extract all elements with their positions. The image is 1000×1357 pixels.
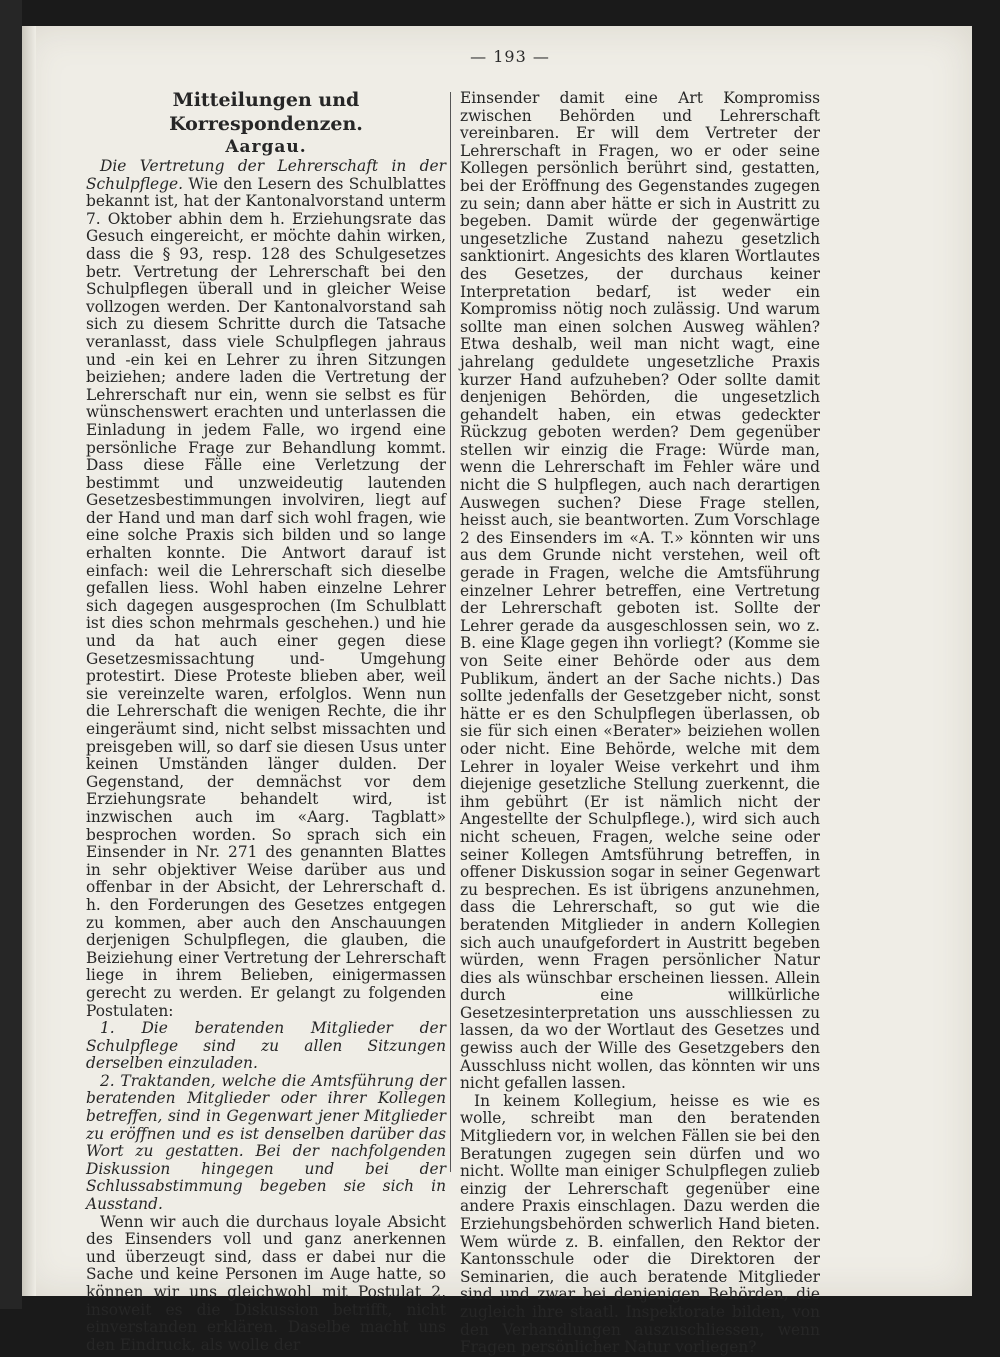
article-title-italic: Die Vertretung der Lehrerschaft in der Schulpflege. [86, 157, 446, 193]
article-paragraph-3: Einsender damit eine Art Kompromiss zwischen Behörden und Lehrerschaft vereinbaren. Er will dem Vertreter der Lehrerschaft in Fragen, wo er oder seine Kollegen persönlich berührt sind, gestatten, bei der Eröffnung des Gegenstandes zugegen zu sein; dann aber hätte er sich in Austritt zu begeben. Damit würde der gegenwärtige ungesetzliche Zustand nahezu gesetzlich sanktionirt. Angesichts des klaren Wortlautes des Gesetzes, der durchaus keiner Interpretation bedarf, ist weder ein Kompromiss nötig noch zulässig. Und warum sollte man einen solchen Ausweg wählen? Etwa deshalb, weil man nicht wagt, eine jahrelang geduldete ungesetzliche Praxis kurzer Hand aufzuheben? Oder sollte damit denjenigen Behörden, die ungesetzlich gehandelt haben, ein etwas gedeckter Rückzug geboten werden? Dem gegenüber stellen wir einzig die Frage: Würde man, wenn die Lehrerschaft im Fehler wäre und nicht die S hulpflegen, auch nach derartigen Auswegen suchen? Diese Frage stellen, heisst auch, sie beantworten. Zum Vorschlage 2 des Einsenders im «A. T.» könnten wir uns aus dem Grunde nicht verstehen, weil oft gerade in Fragen, welche die Amtsführung einzelner Lehrer betreffen, eine Vertretung der Lehrerschaft geboten ist. Sollte der Lehrer gerade da ausgeschlossen sein, wo z. B. eine Klage gegen ihn vorliegt? (Komme sie von Seite einer Behörde oder aus dem Publikum, ändert an der Sache nichts.) Das sollte jedenfalls der Gesetzgeber nicht, sonst hätte er es den Schulpflegen überlassen, ob sie für sich einen «Berater» beiziehen wollen oder nicht. Eine Behörde, welche mit dem Lehrer in loyaler Weise verkehrt und ihm diejenige gesetzliche Stellung zuerkennt, die ihm gebührt (Er ist nämlich nicht der Angestellte der Schulpflege.), wird sich auch nicht scheuen, Fragen, welche seine oder seiner Kollegen Amtsführung betreffen, in offener Diskussion sogar in seiner Gegenwart zu besprechen. Es ist übrigens anzunehmen, dass die Lehrerschaft, so gut wie die beratenden Mitglieder in andern Kollegien sich auch unaufgefordert in Austritt begeben würden, wenn Fragen persönlicher Natur dies als wünschbar erscheinen liessen. Allein durch eine willkürliche Gesetzesinterpretation uns ausschliessen zu lassen, da wo der Wortlaut des Gesetzes und gewiss auch der Wille des Gesetzgebers den Ausschluss nicht wollen, das könnten wir uns nicht gefallen lassen. [460, 89, 820, 1093]
right-column [460, 90, 820, 1357]
article-paragraph-4: In keinem Kollegium, heisse es wie es wolle, schreibt man den beratenden Mitgliedern vor, in welchen Fällen sie bei den Beratungen zugegen sein dürfen und wo nicht. Wollte man einiger Schulpflegen zulieb einzig der Lehrerschaft gegenüber eine andere Praxis einschlagen. Dazu werden die Erziehungsbehörden schwerlich Hand bieten. Wem würde z. B. einfallen, den Rektor der Kantonsschule oder die Direktoren der Seminarien, die auch beratende Mitglieder sind und zwar bei denjenigen Behörden, die zugleich ihre staatl. Inspektorate bilden, von den Verhandlungen auszuschliessen, wenn Fragen persönlicher Natur vorliegen? [460, 1091, 820, 1357]
article-paragraph-intro [86, 158, 446, 1020]
page-spine-shadow [22, 26, 36, 1296]
article-paragraph-1: Wie den Lesern des Schulblattes bekannt ist, hat der Kantonalvorstand unterm 7. Oktober abhin dem h. Erziehungsrate das Gesuch eingereicht, er möchte dahin wirken, dass die § 93, resp. 128 des Schulgesetzes betr. Vertretung der Lehrerschaft bei den Schulpflegen überall und in gleicher Weise vollzogen werden. Der Kantonalvorstand sah sich zu diesem Schritte durch die Tatsache veranlasst, dass viele Schulpflegen jahraus und -ein kei en Lehrer zu ihren Sitzungen beiziehen; andere laden die Vertretung der Lehrerschaft nur ein, wenn sie selbst es für wünschenswert erachten und unterlassen die Einladung in jedem Falle, wo irgend eine persönliche Frage zur Behandlung kommt. Dass diese Fälle eine Verletzung der bestimmt und unzweideutig lautenden Gesetzesbestimmungen involviren, liegt auf der Hand und man darf sich wohl fragen, wie eine solche Praxis sich bilden und so lange erhalten konnte. Die Antwort darauf ist einfach: weil die Lehrerschaft sich dieselbe gefallen liess. Wohl haben einzelne Lehrer sich dagegen ausgesprochen (Im Schulblatt ist dies schon mehrmals geschehen.) und hie und da hat auch einer gegen diese Gesetzesmissachtung und- Umgehung protestirt. Diese Proteste blieben aber, weil sie vereinzelte waren, erfolglos. Wenn nun die Lehrerschaft die wenigen Rechte, die ihr eingeräumt sind, nicht selbst missachten und preisgeben will, so darf sie diesen Usus unter keinen Umständen länger dulden. Der Gegenstand, der demnächst vor dem Erziehungsrate behandelt wird, ist inzwischen auch im «Aarg. Tagblatt» besprochen worden. So sprach sich ein Einsender in Nr. 271 des genannten Blattes in sehr objektiver Weise darüber aus und offenbar in der Absicht, der Lehrerschaft d. h. den Forderungen des Gesetzes entgegen zu kommen, aber auch den Anschauungen derjenigen Schulpflegen, die glauben, die Beiziehung einer Vertretung der Lehrerschaft liege in ihrem Belieben, einigermassen gerecht zu werden. Er gelangt zu folgenden Postulaten: [86, 174, 446, 1020]
postulate-2 [86, 1073, 446, 1214]
page-number: — 193 — [470, 47, 550, 66]
article-paragraph-2: Wenn wir auch die durchaus loyale Absicht des Einsenders voll und ganz anerkennen und überzeugt sind, dass er dabei nur die Sache und keine Personen im Auge hatte, so können wir uns gleichwohl mit Postulat 2, insoweit es die Diskussion betrifft, nicht einverstanden erklären. Daselbe macht uns den Eindruck, als wolle der [86, 1212, 446, 1354]
postulate-1 [86, 1020, 446, 1073]
postulate-1-text: 1. Die beratenden Mitglieder der Schulpflege sind zu allen Sitzungen derselben einzuladen. [86, 1019, 446, 1073]
region-heading: Aargau. [225, 137, 307, 157]
section-heading: Mitteilungen und Korrespondenzen. [169, 89, 363, 135]
scan-margin [0, 0, 22, 1309]
column-divider [450, 92, 451, 1172]
postulate-2-text: 2. Traktanden, welche die Amtsführung der beratenden Mitglieder oder ihrer Kollegen betreffen, sind in Gegenwart jener Mitglieder zu eröffnen und es ist denselben darüber das Wort zu gestatten. Bei der nachfolgenden Diskussion hingegen und bei der Schlussabstimmung begeben sie sich in Ausstand. [86, 1071, 446, 1214]
left-column [86, 88, 446, 1354]
